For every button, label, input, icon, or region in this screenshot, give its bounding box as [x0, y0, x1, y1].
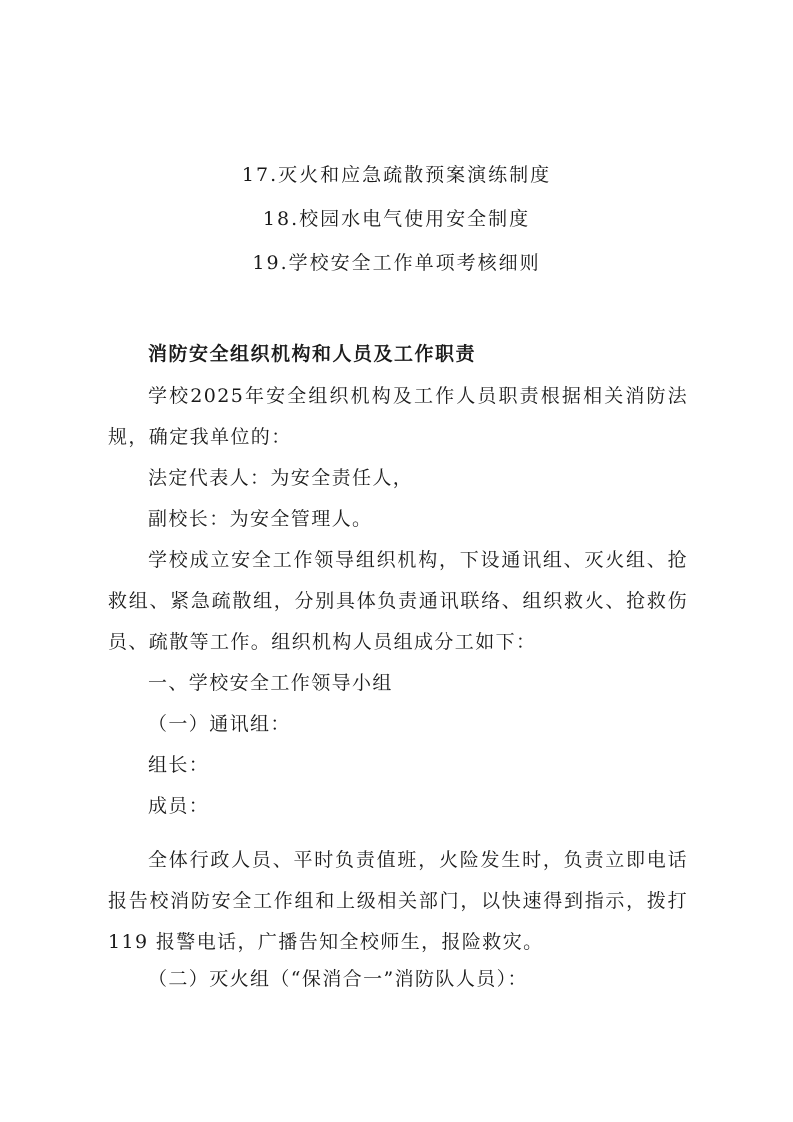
communication-group-heading: （一）通讯组：: [148, 713, 291, 735]
firefighting-group-heading: （二）灭火组（“保消合一”消防队人员）：: [148, 968, 528, 990]
vice-principal-paragraph: 副校长：为安全管理人。: [148, 508, 373, 530]
leadership-group-heading: 一、学校安全工作领导小组: [148, 672, 393, 694]
intro-paragraph: 学校2025年安全组织机构及工作人员职责根据相关消防法规，确定我单位的：: [108, 385, 688, 448]
organization-setup-paragraph: 学校成立安全工作领导组织机构，下设通讯组、灭火组、抢救组、紧急疏散组，分别具体负责通讯联络、组织救火、抢救伤员、疏散等工作。组织机构人员组成分工如下：: [108, 549, 688, 653]
group-members-line: 成员：: [148, 795, 210, 817]
legal-representative-paragraph: 法定代表人：为安全责任人，: [148, 467, 414, 489]
section-title: 消防安全组织机构和人员及工作职责: [148, 343, 477, 365]
communication-duty-paragraph: 全体行政人员、平时负责值班，火险发生时，负责立即电话报告校消防安全工作组和上级相关部门，以快速得到指示，拨打 119 报警电话，广播告知全校师生，报险救灾。: [108, 849, 688, 953]
toc-item-19: 19.学校安全工作单项考核细则: [252, 252, 541, 274]
toc-item-17: 17.灭火和应急疏散预案演练制度: [241, 164, 552, 186]
group-leader-line: 组长：: [148, 754, 210, 776]
toc-item-18: 18.校园水电气使用安全制度: [262, 208, 531, 230]
